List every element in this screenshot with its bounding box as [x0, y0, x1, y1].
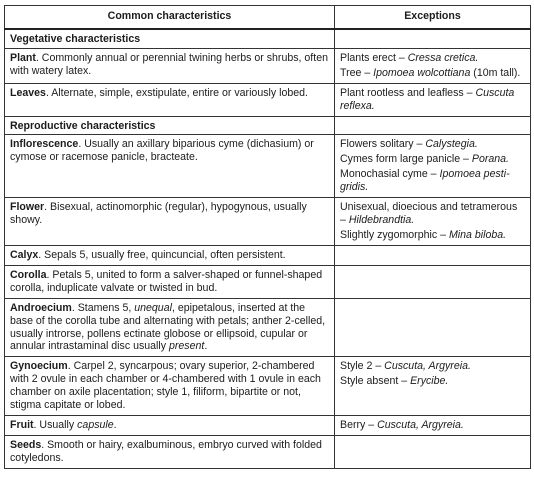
exception-taxon: Hildebrandtia.	[348, 214, 415, 227]
table-row-flower	[5, 198, 531, 246]
exception-line	[340, 87, 525, 113]
exception-line	[340, 201, 525, 227]
cell-fruit	[5, 416, 335, 436]
exception-line	[340, 67, 525, 80]
exception-taxon: Ipomoea pesti-gridis.	[340, 168, 510, 194]
section-reproductive-empty	[335, 116, 531, 135]
table-row-fruit	[5, 416, 531, 436]
header-exceptions: Exceptions	[335, 6, 531, 29]
exception-line	[340, 153, 525, 166]
section-vegetative-empty	[335, 29, 531, 48]
lead-fruit: Fruit	[10, 419, 34, 432]
text-inflorescence: . Usually an axillary biparious cyme (dichasium) or cymose or racemose panicle, bracteate.	[10, 138, 314, 164]
cell-inflorescence	[5, 135, 335, 198]
text-androecium-emph: unequal	[134, 301, 172, 314]
text-corolla: . Petals 5, united to form a salver-shaped or funnel-shaped corolla, induplicate valvate or twisted in bud.	[10, 268, 323, 294]
table-row-leaves	[5, 83, 531, 116]
cell-seeds	[5, 435, 335, 468]
table-row-calyx	[5, 245, 531, 265]
characteristics-table	[4, 5, 531, 469]
section-row-vegetative	[5, 29, 531, 48]
table-row-androecium	[5, 298, 531, 357]
exception-taxon: Ipomoea wolcottiana	[373, 66, 471, 79]
text-androecium: . Stamens 5,	[71, 301, 135, 314]
text-fruit: .	[113, 419, 117, 432]
exception-text: Style absent –	[340, 375, 411, 388]
table-row-gynoecium	[5, 357, 531, 416]
exception-line	[340, 138, 525, 151]
exception-text: Unisexual, dioecious and tetramerous –	[340, 201, 518, 227]
text-leaves: . Alternate, simple, exstipulate, entire or variously lobed.	[45, 86, 308, 99]
lead-gynoecium: Gynoecium	[10, 360, 68, 373]
section-reproductive: Reproductive characteristics	[5, 116, 335, 135]
lead-corolla: Corolla	[10, 268, 47, 281]
cell-gynoecium	[5, 357, 335, 416]
exceptions-seeds	[335, 435, 531, 468]
exception-taxon: Cuscuta, Argyreia.	[384, 360, 471, 373]
exception-taxon: Calystegia.	[425, 138, 478, 151]
exception-text: Slightly zygomorphic –	[340, 228, 449, 241]
exceptions-gynoecium	[335, 357, 531, 416]
exceptions-fruit	[335, 416, 531, 436]
lead-seeds: Seeds	[10, 438, 42, 451]
exception-text: Flowers solitary –	[340, 138, 426, 151]
exception-line	[340, 229, 525, 242]
text-androecium-emph: present	[168, 340, 205, 353]
header-row	[5, 6, 531, 29]
exception-text: Cymes form large panicle –	[340, 153, 472, 166]
exceptions-plant	[335, 48, 531, 83]
text-gynoecium: . Carpel 2, syncarpous; ovary superior, 2-chambered with 2 ovule in each chamber or 4-chambered with 1 ovule in each chamber on axile placentation; style 1, filiform, bipartite or not, stigma capitate or lobed.	[10, 360, 321, 412]
exceptions-inflorescence	[335, 135, 531, 198]
text-seeds: . Smooth or hairy, exalbuminous, embryo curved with folded cotyledons.	[10, 438, 322, 464]
table-row-inflorescence	[5, 135, 531, 198]
text-flower: . Bisexual, actinomorphic (regular), hypogynous, usually showy.	[10, 201, 307, 227]
exceptions-calyx	[335, 245, 531, 265]
exception-taxon: Mina biloba.	[448, 228, 507, 241]
exception-taxon: Cuscuta reflexa.	[340, 86, 515, 112]
header-common: Common characteristics	[5, 6, 335, 29]
cell-corolla	[5, 265, 335, 298]
text-plant: . Commonly annual or perennial twining herbs or shrubs, often with watery latex.	[10, 51, 328, 77]
text-androecium: .	[204, 340, 208, 353]
exception-text: Tree –	[340, 66, 374, 79]
lead-inflorescence: Inflorescence	[10, 138, 79, 151]
lead-androecium: Androecium	[10, 301, 72, 314]
exception-text: Berry –	[340, 419, 378, 432]
table-row-corolla	[5, 265, 531, 298]
text-fruit: . Usually	[33, 419, 78, 432]
cell-leaves	[5, 83, 335, 116]
lead-calyx: Calyx	[10, 248, 39, 261]
exception-line	[340, 360, 525, 373]
cell-androecium	[5, 298, 335, 357]
table-row-seeds	[5, 435, 531, 468]
exceptions-androecium	[335, 298, 531, 357]
lead-leaves: Leaves	[10, 86, 46, 99]
lead-flower: Flower	[10, 201, 45, 214]
exception-taxon: Cuscuta, Argyreia.	[377, 419, 464, 432]
text-calyx: . Sepals 5, usually free, quincuncial, often persistent.	[38, 248, 286, 261]
lead-plant: Plant	[10, 51, 36, 64]
exception-text: Plant rootless and leafless –	[340, 86, 476, 99]
exception-taxon: Cressa cretica.	[407, 51, 479, 64]
exceptions-corolla	[335, 265, 531, 298]
cell-plant	[5, 48, 335, 83]
exception-line	[340, 375, 525, 388]
exception-text: Monochasial cyme –	[340, 168, 440, 181]
exception-taxon: Porana.	[471, 153, 509, 166]
exception-line	[340, 52, 525, 65]
exception-text: Style 2 –	[340, 360, 385, 373]
exception-line	[340, 168, 525, 194]
table-row-plant	[5, 48, 531, 83]
text-androecium: , epipetalous, inserted at the base of the corolla tube and alternating with petals; anther 2-celled, usually introrse, pollens ectinate globose or ellipsoid, cupular or annular intrastaminal disc usually	[10, 301, 326, 353]
section-row-reproductive	[5, 116, 531, 135]
exceptions-flower	[335, 198, 531, 246]
exception-text: Plants erect –	[340, 51, 408, 64]
text-fruit-emph: capsule	[77, 419, 114, 432]
cell-flower	[5, 198, 335, 246]
exception-text: (10m tall).	[470, 66, 521, 79]
exceptions-leaves	[335, 83, 531, 116]
exception-taxon: Erycibe.	[410, 375, 449, 388]
exception-line	[340, 419, 525, 432]
section-vegetative: Vegetative characteristics	[5, 29, 335, 48]
cell-calyx	[5, 245, 335, 265]
